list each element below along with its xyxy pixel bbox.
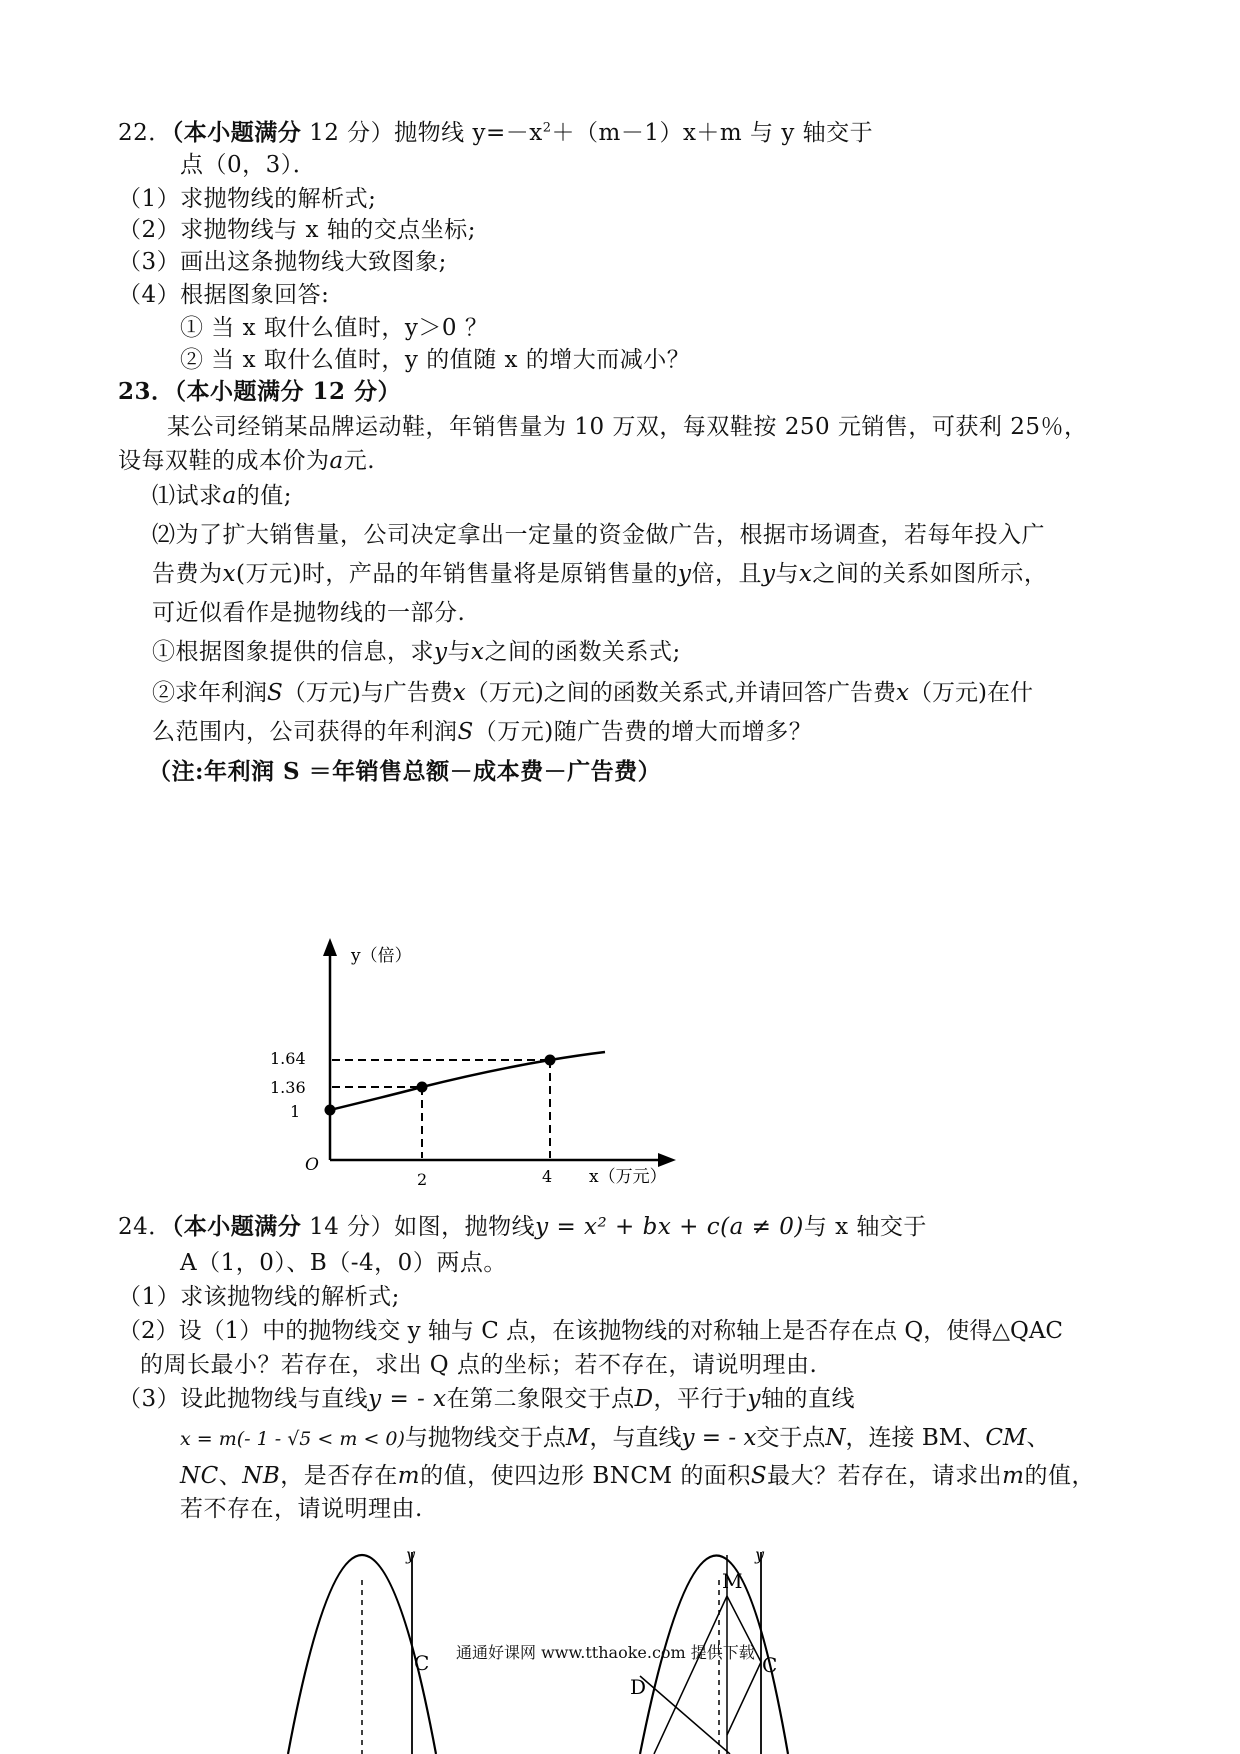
q22-sub1: ① 当 x 取什么值时，y＞0 ？ — [180, 315, 489, 341]
line-equation: y = - x — [681, 1425, 757, 1451]
q24-part1: （1）求该抛物线的解析式; — [118, 1284, 400, 1310]
q23-graph — [250, 930, 690, 1190]
text-run: 与 — [447, 639, 471, 665]
text-run: （万元)随广告费的增大而增多？ — [473, 719, 813, 745]
q23-stem-line2 — [118, 446, 375, 476]
right-label-M: M — [722, 1569, 743, 1593]
q22-stem-part1: 抛物线 y=－x — [394, 120, 543, 146]
text-run: ②求年利润 — [152, 680, 267, 706]
text-run: ，是否存在 — [280, 1463, 398, 1489]
text-run: 与 — [775, 561, 799, 587]
var-NB: NB — [242, 1463, 281, 1489]
text-run: 之间的函数关系式; — [484, 639, 681, 665]
text-run: 元. — [343, 448, 376, 474]
q23-stem-line1: 某公司经销某品牌运动鞋，年销售量为 10 万双，每双鞋按 250 元销售，可获利 25％， — [167, 414, 1088, 440]
q23-part2-line3: 可近似看作是抛物线的一部分. — [152, 600, 466, 626]
q24-stem-line2: A（1，0）、B（-4，0）两点。 — [180, 1250, 507, 1276]
text-run: ，与直线 — [589, 1425, 682, 1451]
y-label: y（倍） — [351, 946, 412, 966]
text-run: ⑴试求 — [152, 483, 223, 509]
var-a: a — [329, 448, 344, 474]
text-run: 告费为 — [152, 561, 223, 587]
left-y-label: y — [406, 1545, 416, 1564]
text-run: 轴的直线 — [761, 1386, 856, 1412]
text-run: 、 — [218, 1463, 243, 1489]
q24-number: 24． — [118, 1214, 172, 1240]
var-a: a — [222, 483, 237, 509]
x-label: x（万元） — [589, 1167, 667, 1187]
text-run: 之间的关系如图所示， — [812, 561, 1048, 587]
text-run: 的值， — [1024, 1463, 1095, 1489]
var-y: y — [677, 561, 692, 587]
right-label-D: D — [630, 1675, 647, 1699]
text-run: ①根据图象提供的信息，求 — [152, 639, 434, 665]
y-tick-136: 1.36 — [270, 1078, 306, 1097]
q23-part2-line2 — [152, 559, 1047, 589]
var-x: x — [222, 561, 236, 587]
var-x: x — [452, 680, 466, 706]
var-y: y — [761, 561, 776, 587]
var-NC: NC — [180, 1463, 219, 1489]
var-x: x — [798, 561, 813, 587]
y-axis-arrow — [323, 938, 337, 956]
segment-BM — [654, 1596, 727, 1754]
q22-stem-line2: 点（0，3）． — [180, 152, 317, 178]
q22-score-label: （本小题满分 — [171, 119, 302, 146]
var-N: N — [825, 1425, 846, 1451]
watermark: 通通好课网 www.tthaoke.com 提供下载 — [456, 1643, 755, 1662]
q22-line1 — [118, 118, 873, 148]
line-equation: y = - x — [368, 1386, 447, 1412]
point-4-164 — [545, 1055, 556, 1066]
text-run: ，平行于 — [653, 1386, 748, 1412]
x-tick-4: 4 — [542, 1167, 553, 1186]
var-S: S — [750, 1463, 768, 1489]
y-tick-164: 1.64 — [270, 1049, 306, 1068]
q24-score: 14 分）如图，抛物线 — [301, 1214, 536, 1240]
var-x: x — [896, 680, 910, 706]
var-D: D — [634, 1386, 654, 1412]
right-y-label: y — [755, 1545, 765, 1564]
origin-label: O — [305, 1155, 319, 1175]
text-run: （万元)与广告费 — [282, 680, 453, 706]
text-run: 与 x 轴交于 — [803, 1214, 927, 1240]
var-m: m — [1002, 1463, 1025, 1489]
text-run: (万元)时，产品的年销售量将是原销售量的 — [235, 561, 678, 587]
var-x: x — [471, 639, 485, 665]
point-2-136 — [417, 1082, 428, 1093]
var-M: M — [565, 1425, 590, 1451]
text-run: 交于点 — [756, 1425, 826, 1451]
q24-part3-line2 — [180, 1423, 1049, 1454]
q23-part1 — [152, 481, 292, 511]
var-S: S — [267, 680, 283, 706]
text-run: 、 — [1026, 1425, 1050, 1451]
q24-part3-line4: 若不存在，请说明理由. — [180, 1496, 423, 1522]
q24-part3-line1 — [118, 1384, 855, 1414]
q23-heading: 23．（本小题满分 12 分） — [118, 378, 402, 405]
var-y: y — [747, 1386, 762, 1412]
q22-number: 22． — [118, 120, 172, 146]
q22-exponent: 2 — [542, 120, 552, 136]
text-run: 与抛物线交于点 — [404, 1425, 566, 1451]
text-run: 的值，使四边形 BNCM 的面积 — [420, 1463, 751, 1489]
text-run: 的值; — [236, 483, 292, 509]
text-run: 最大？若存在，请求出 — [767, 1463, 1003, 1489]
q23-sub2-line1 — [152, 678, 1033, 708]
q23-part2-line1: ⑵为了扩大销售量，公司决定拿出一定量的资金做广告，根据市场调查，若每年投入广 — [152, 522, 1045, 548]
q24-part2-line2: 的周长最小？若存在，求出 Q 点的坐标；若不存在，请说明理由. — [140, 1352, 818, 1378]
q23-sub1 — [152, 637, 681, 667]
left-label-C: C — [414, 1651, 430, 1675]
q22-part4: （4）根据图象回答: — [118, 282, 330, 308]
q23-sub2-line2 — [152, 717, 812, 747]
q24-part2-line1: （2）设（1）中的抛物线交 y 轴与 C 点，在该抛物线的对称轴上是否存在点 Q，使得△QAC — [118, 1318, 1064, 1344]
q24-score-label: （本小题满分 — [171, 1213, 302, 1240]
var-CM: CM — [985, 1425, 1027, 1451]
q22-part3: （3）画出这条抛物线大致图象; — [118, 249, 447, 275]
text-run: ，连接 BM、 — [845, 1425, 986, 1451]
x-axis-arrow — [658, 1153, 676, 1167]
var-y: y — [434, 639, 448, 665]
y-tick-1: 1 — [290, 1102, 301, 1121]
q22-stem-part2: ＋（m－1）x＋m 与 y 轴交于 — [551, 120, 874, 146]
text-run: （万元)在什 — [909, 680, 1033, 706]
text-run: 在第二象限交于点 — [446, 1386, 635, 1412]
segment-NC — [727, 1662, 761, 1735]
m-condition: x = m(- 1 - √5 < m < 0) — [180, 1428, 405, 1450]
point-0-1 — [325, 1105, 336, 1116]
x-tick-2: 2 — [417, 1170, 428, 1189]
q23-note: （注:年利润 S ＝年销售总额－成本费－广告费） — [148, 758, 662, 785]
q22-part1: （1）求抛物线的解析式; — [118, 186, 377, 212]
text-run: 设每双鞋的成本价为 — [118, 448, 330, 474]
q24-part3-line3 — [180, 1461, 1095, 1491]
q22-sub2: ② 当 x 取什么值时，y 的值随 x 的增大而减小？ — [180, 347, 691, 373]
var-S: S — [457, 719, 474, 745]
right-label-C: C — [762, 1653, 778, 1677]
text-run: 倍，且 — [691, 561, 762, 587]
text-run: （万元)之间的函数关系式,并请回答广告费 — [465, 680, 897, 706]
q24-line1 — [118, 1212, 927, 1242]
q24-formula: y = x² + bx + c(a ≠ 0) — [535, 1214, 804, 1240]
q22-part2: （2）求抛物线与 x 轴的交点坐标; — [118, 217, 476, 243]
var-m: m — [397, 1463, 421, 1489]
text-run: 么范围内，公司获得的年利润 — [152, 719, 458, 745]
q22-score: 12 分） — [301, 120, 395, 146]
text-run: （3）设此抛物线与直线 — [118, 1386, 369, 1412]
